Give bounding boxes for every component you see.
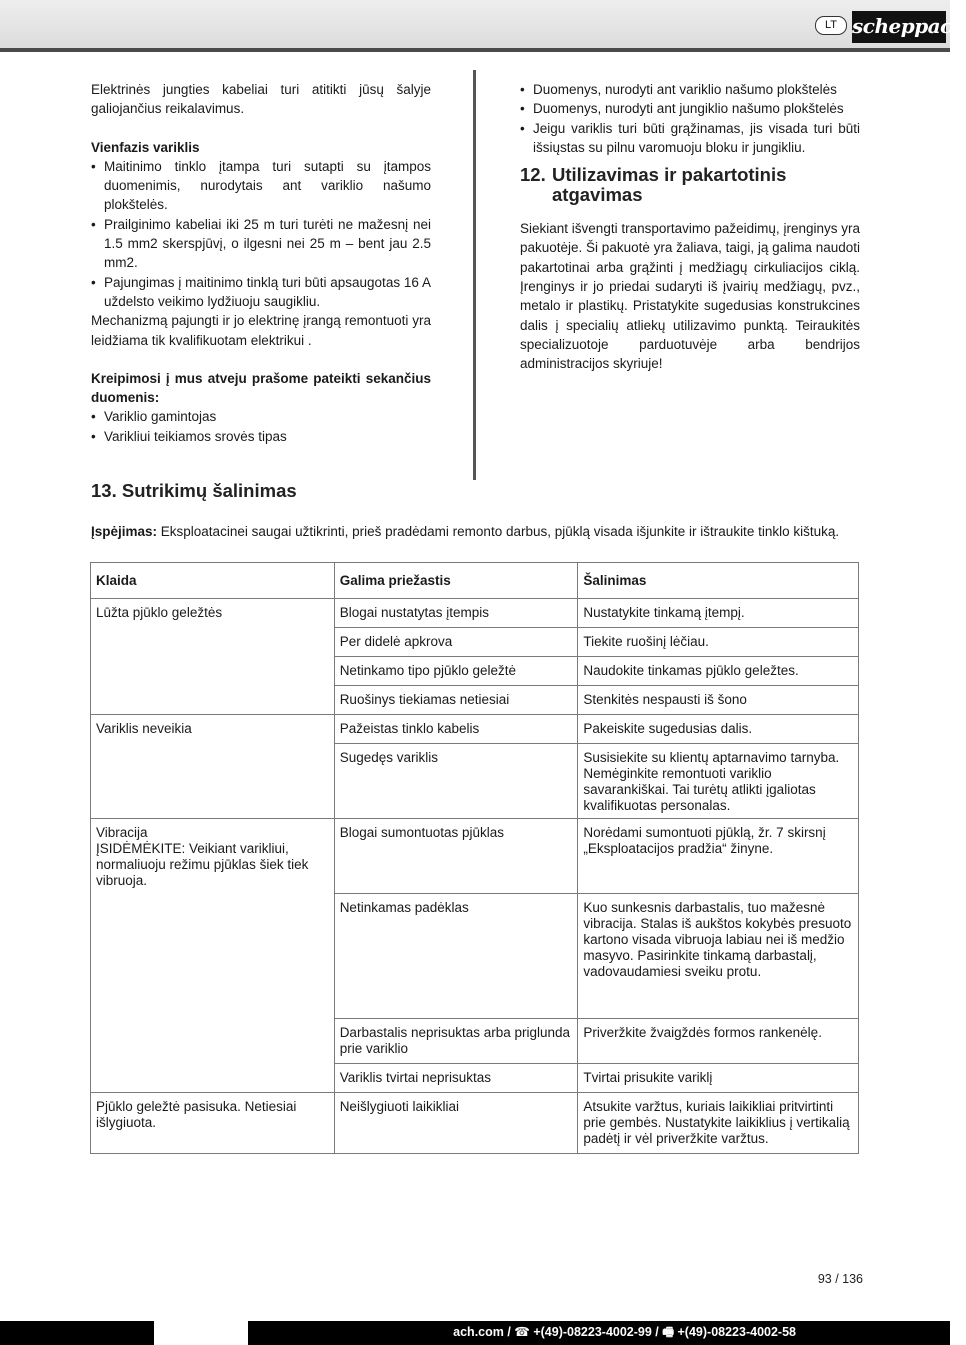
data-list xyxy=(520,80,860,157)
remedy-cell: Tiekite ruošinį lėčiau. xyxy=(578,628,859,657)
error-cell-empty xyxy=(91,1063,335,1092)
table-header-row xyxy=(91,563,859,599)
table-row xyxy=(91,1018,859,1063)
error-cell-empty xyxy=(91,1018,335,1063)
table-row xyxy=(91,628,859,657)
cause-cell: Variklis tvirtai neprisuktas xyxy=(334,1063,578,1092)
warning-text xyxy=(91,523,859,541)
error-cell: Variklis neveikia xyxy=(91,715,335,744)
list-item: • Prailginimo kabeliai iki 25 m turi turėti ne mažesnį nei 1.5 mm2 skerspjūvį, o ilgesni nei 25 m – bent jau 2.5 mm2. xyxy=(91,215,431,273)
cause-cell: Netinkamo tipo pjūklo geležtė xyxy=(334,657,578,686)
section-12-title-line2: atgavimas xyxy=(552,184,643,206)
cause-cell: Blogai nustatytas įtempis xyxy=(334,599,578,628)
right-column xyxy=(520,80,860,374)
table-row xyxy=(91,686,859,715)
remedy-cell: Tvirtai prisukite variklį xyxy=(578,1063,859,1092)
cause-cell: Per didelė apkrova xyxy=(334,628,578,657)
cause-cell: Pažeistas tinklo kabelis xyxy=(334,715,578,744)
list-item: • Pajungimas į maitinimo tinklą turi būti apsaugotas 16 A uždelsto veikimo lydžiuoju saugikliu. xyxy=(91,273,431,312)
column-divider xyxy=(473,70,476,480)
error-cell-empty xyxy=(91,628,335,657)
table-row xyxy=(91,657,859,686)
single-phase-title: Vienfazis variklis xyxy=(91,139,200,155)
section-12-heading xyxy=(520,165,860,205)
list-item: • Maitinimo tinklo įtampa turi sutapti su įtampos duomenimis, nurodytais ant variklio našumo plokštelės. xyxy=(91,157,431,215)
remedy-cell: Pakeiskite sugedusias dalis. xyxy=(578,715,859,744)
table-row xyxy=(91,1063,859,1092)
brand-logo: scheppach xyxy=(852,11,946,43)
error-cell: Lūžta pjūklo geležtės xyxy=(91,599,335,628)
cable-requirements-text: Elektrinės jungties kabeliai turi atitikti jūsų šalyje galiojančius reikalavimus. xyxy=(91,82,431,117)
footer-bar-left xyxy=(0,1321,154,1345)
table-row xyxy=(91,599,859,628)
table-row xyxy=(91,819,859,894)
list-item: • Varikliui teikiamos srovės tipas xyxy=(91,427,431,446)
troubleshooting-table xyxy=(90,562,859,1154)
table-row xyxy=(91,893,859,1018)
list-item: • Duomenys, nurodyti ant variklio našumo plokštelės xyxy=(520,80,860,99)
language-badge: LT xyxy=(815,16,847,35)
section-13-heading: 13. Sutrikimų šalinimas xyxy=(91,480,297,501)
header-rule xyxy=(0,48,950,52)
contact-list xyxy=(91,407,431,446)
error-cell-empty xyxy=(91,686,335,715)
single-phase-list xyxy=(91,157,431,311)
header-error: Klaida xyxy=(91,563,335,599)
table-row xyxy=(91,1092,859,1153)
remedy-cell: Priveržkite žvaigždės formos rankenėlę. xyxy=(578,1018,859,1063)
cause-cell: Blogai sumontuotas pjūklas xyxy=(334,819,578,894)
error-cell: Vibracija ĮSIDĖMĖKITE: Veikiant varikliui, normaliuoju režimu pjūklas šiek tiek vibruoja. xyxy=(91,819,335,894)
table-row xyxy=(91,744,859,819)
cause-cell: Darbastalis neprisuktas arba priglunda prie variklio xyxy=(334,1018,578,1063)
error-cell: Pjūklo geležtė pasisuka. Netiesiai išlygiuota. xyxy=(91,1092,335,1153)
remedy-cell: Stenkitės nespausti iš šono xyxy=(578,686,859,715)
remedy-cell: Naudokite tinkamas pjūklo geležtes. xyxy=(578,657,859,686)
section-12-title-line1: Utilizavimas ir pakartotinis xyxy=(552,164,787,186)
list-item: • Variklio gamintojas xyxy=(91,407,431,426)
error-cell-empty xyxy=(91,744,335,819)
contact-title: Kreipimosi į mus atveju prašome pateikti sekančius duomenis: xyxy=(91,370,431,406)
left-column xyxy=(91,80,431,446)
cause-cell: Ruošinys tiekiamas netiesiai xyxy=(334,686,578,715)
footer-contact: ach.com / ☎ +(49)-08223-4002-99 / 🖷 +(49)-08223-4002-58 xyxy=(453,1325,796,1339)
remedy-cell: Norėdami sumontuoti pjūklą, žr. 7 skirsnį „Eksploatacijos pradžia“ žinyne. xyxy=(578,819,859,894)
warning-body: Eksploatacinei saugai užtikrinti, prieš pradėdami remonto darbus, pjūklą visada išjunkite ir ištraukite tinklo kištuką. xyxy=(157,524,840,539)
error-cell-empty xyxy=(91,657,335,686)
header-remedy: Šalinimas xyxy=(578,563,859,599)
section-12-number: 12. xyxy=(520,164,546,186)
remedy-cell: Nustatykite tinkamą įtempį. xyxy=(578,599,859,628)
cause-cell: Netinkamas padėklas xyxy=(334,893,578,1018)
table-row xyxy=(91,715,859,744)
remedy-cell: Atsukite varžtus, kuriais laikikliai pritvirtinti prie gembės. Nustatykite laikiklius į vertikalią padėtį ir vėl priveržkite varžtus. xyxy=(578,1092,859,1153)
remedy-cell: Susisiekite su klientų aptarnavimo tarnyba. Nemėginkite remontuoti variklio savarankiškai. Tai turėtų atlikti įgaliotas kvalifikuotas personalas. xyxy=(578,744,859,819)
section-12-text: Siekiant išvengti transportavimo pažeidimų, įrenginys yra pakuotėje. Ši pakuotė yra žaliava, taigi, ją galima naudoti pakartotinai arba grąžinti į medžiagų cirkuliacijos ciklą. Įrenginys ir jo priedai sudaryti iš įvairių medžiagų, pvz., metalo ir plastikų. Pristatykite sugedusias konstrukcines dalis į specialių atliekų utilizavimo punktą. Teiraukitės specializuotoje parduotuvėje arba bendrijos administracijos skyriuje! xyxy=(520,221,860,372)
page-number: 93 / 136 xyxy=(817,1272,863,1286)
header-band xyxy=(0,0,950,48)
warning-label: Įspėjimas: xyxy=(91,524,158,539)
mechanism-text: Mechanizmą pajungti ir jo elektrinę įrangą remontuoti yra leidžiama tik kvalifikuotam elektrikui . xyxy=(91,313,431,348)
list-item: • Jeigu variklis turi būti grąžinamas, jis visada turi būti išsiųstas su pilnu varomuoju bloku ir jungikliu. xyxy=(520,119,860,158)
header-cause: Galima priežastis xyxy=(334,563,578,599)
cause-cell: Sugedęs variklis xyxy=(334,744,578,819)
error-cell-empty xyxy=(91,893,335,1018)
remedy-cell: Kuo sunkesnis darbastalis, tuo mažesnė vibracija. Stalas iš aukštos kokybės presuoto kartono visada vibruoja labiau nei iš medžio masyvo. Pasirinkite tinkamą darbastalį, vadovaudamiesi sveiku protu. xyxy=(578,893,859,1018)
cause-cell: Neišlygiuoti laikikliai xyxy=(334,1092,578,1153)
list-item: • Duomenys, nurodyti ant jungiklio našumo plokštelės xyxy=(520,99,860,118)
